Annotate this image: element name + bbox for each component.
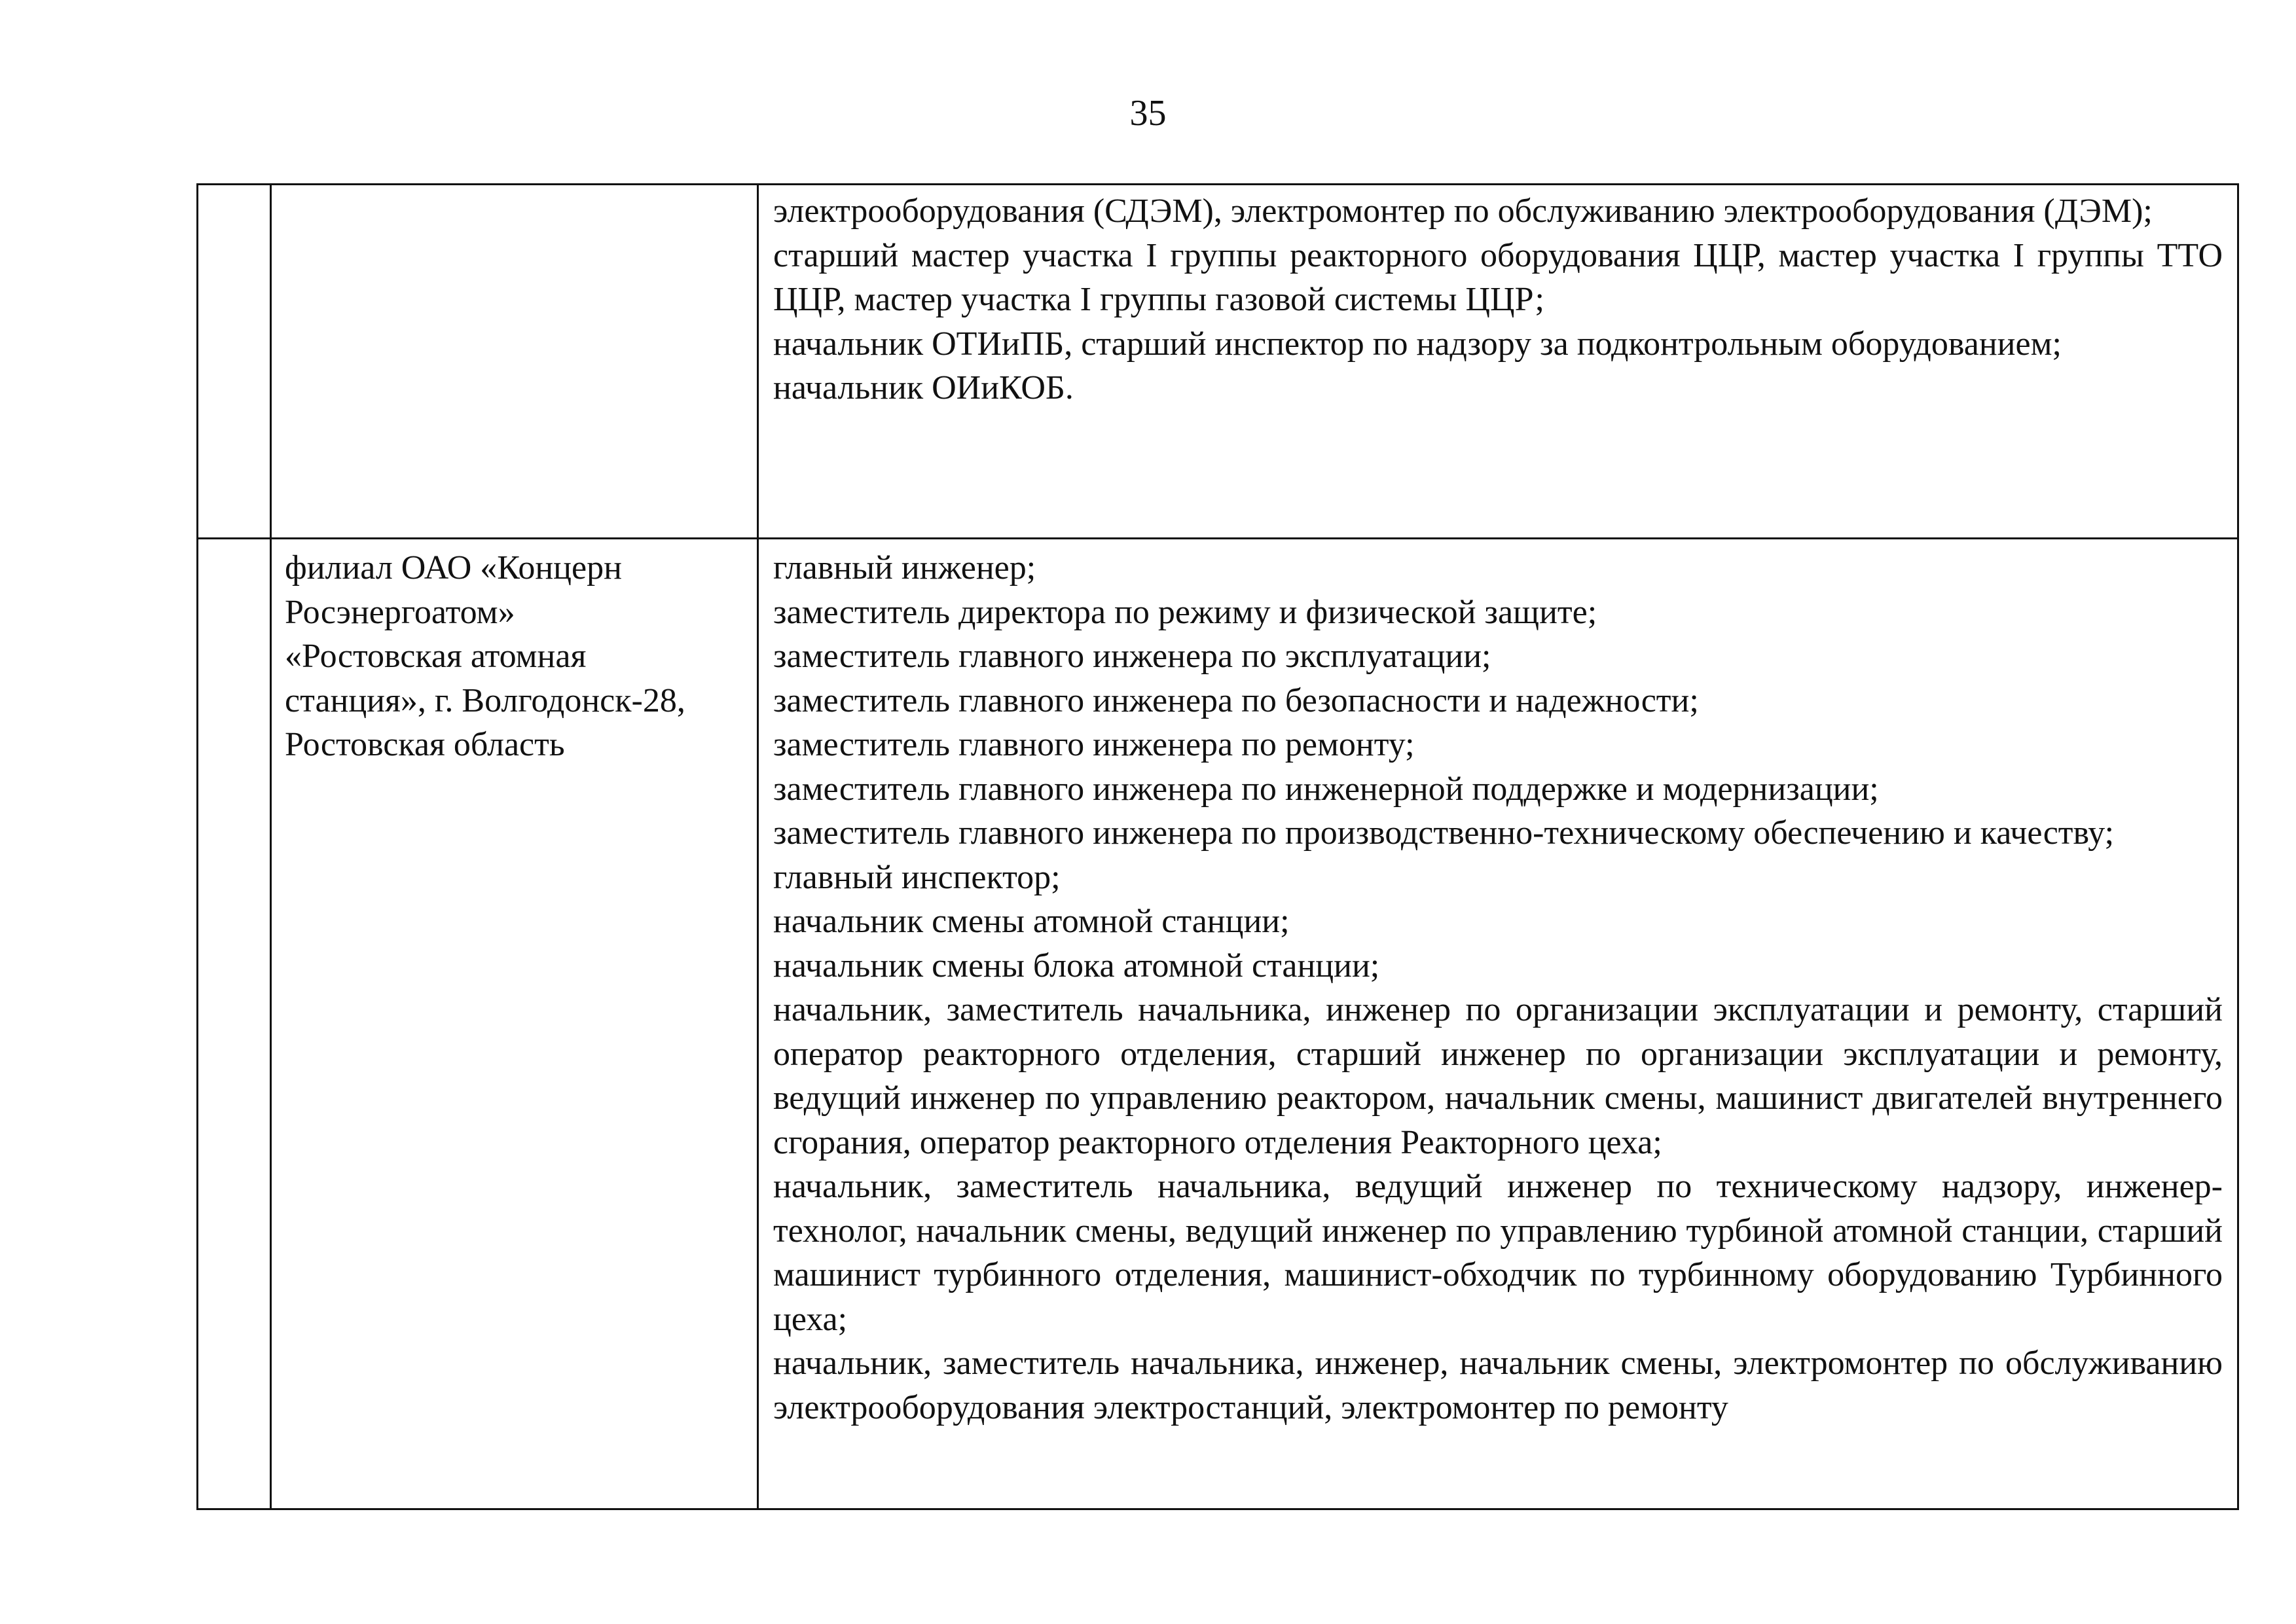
position-entry: старший мастер участка I группы реакторного оборудования ЦЦР, мастер участка I группы ТТО ЦЦР, мастер участка I группы газовой системы ЦЦР; bbox=[773, 236, 2223, 318]
position-entry: начальник смены блока атомной станции; bbox=[773, 947, 1380, 984]
organization-cell bbox=[271, 539, 758, 1509]
organization-line: Росэнергоатом» bbox=[285, 593, 515, 631]
page-number: 35 bbox=[1129, 93, 1167, 134]
organization-cell bbox=[271, 185, 758, 539]
organization-line: филиал ОАО «Концерн bbox=[285, 549, 622, 586]
position-entry: начальник ОТИиПБ, старший инспектор по надзору за подконтрольным оборудованием; bbox=[773, 325, 2062, 363]
table-row bbox=[198, 185, 2238, 539]
position-entry: заместитель главного инженера по эксплуатации; bbox=[773, 638, 1491, 675]
position-entry: начальник ОИиКОБ. bbox=[773, 369, 1074, 406]
organization-line: станция», г. Волгодонск-28, bbox=[285, 681, 685, 719]
positions-cell bbox=[758, 539, 2238, 1509]
organization-line: Ростовская область bbox=[285, 726, 565, 763]
position-entry: главный инженер; bbox=[773, 549, 1036, 586]
position-entry: начальник, заместитель начальника, инженер, начальник смены, электромонтер по обслуживанию электрооборудования электростанций, электромонтер по ремонту bbox=[773, 1344, 2223, 1426]
positions-table bbox=[196, 183, 2239, 1510]
position-entry: заместитель главного инженера по инженерной поддержке и модернизации; bbox=[773, 770, 1879, 808]
position-entry: электрооборудования (СДЭМ), электромонтер по обслуживанию электрооборудования (ДЭМ); bbox=[773, 192, 2153, 230]
position-entry: главный инспектор; bbox=[773, 858, 1061, 896]
row-number-cell bbox=[198, 539, 271, 1509]
position-entry: начальник, заместитель начальника, инженер по организации эксплуатации и ремонту, старший оператор реакторного отделения, старший инженер по организации эксплуатации и ремонту, ведущий инженер по управлению реактором, начальник смены, машинист двигателей внутреннего сгорания, оператор реакторного отделения Реакторного цеха; bbox=[773, 991, 2223, 1161]
position-entry: заместитель главного инженера по безопасности и надежности; bbox=[773, 681, 1699, 719]
position-entry: начальник смены атомной станции; bbox=[773, 903, 1290, 940]
row-number-cell bbox=[198, 185, 271, 539]
position-entry: начальник, заместитель начальника, ведущий инженер по техническому надзору, инженер-технолог, начальник смены, ведущий инженер по управлению турбиной атомной станции, старший машинист турбинного отделения, машинист-обходчик по турбинному оборудованию Турбинного цеха; bbox=[773, 1168, 2223, 1338]
table-row bbox=[198, 539, 2238, 1509]
position-entry: заместитель директора по режиму и физической защите; bbox=[773, 593, 1597, 631]
organization-line: «Ростовская атомная bbox=[285, 638, 587, 675]
positions-cell bbox=[758, 185, 2238, 539]
position-entry: заместитель главного инженера по производственно-техническому обеспечению и качеству; bbox=[773, 814, 2115, 852]
position-entry: заместитель главного инженера по ремонту; bbox=[773, 726, 1415, 763]
